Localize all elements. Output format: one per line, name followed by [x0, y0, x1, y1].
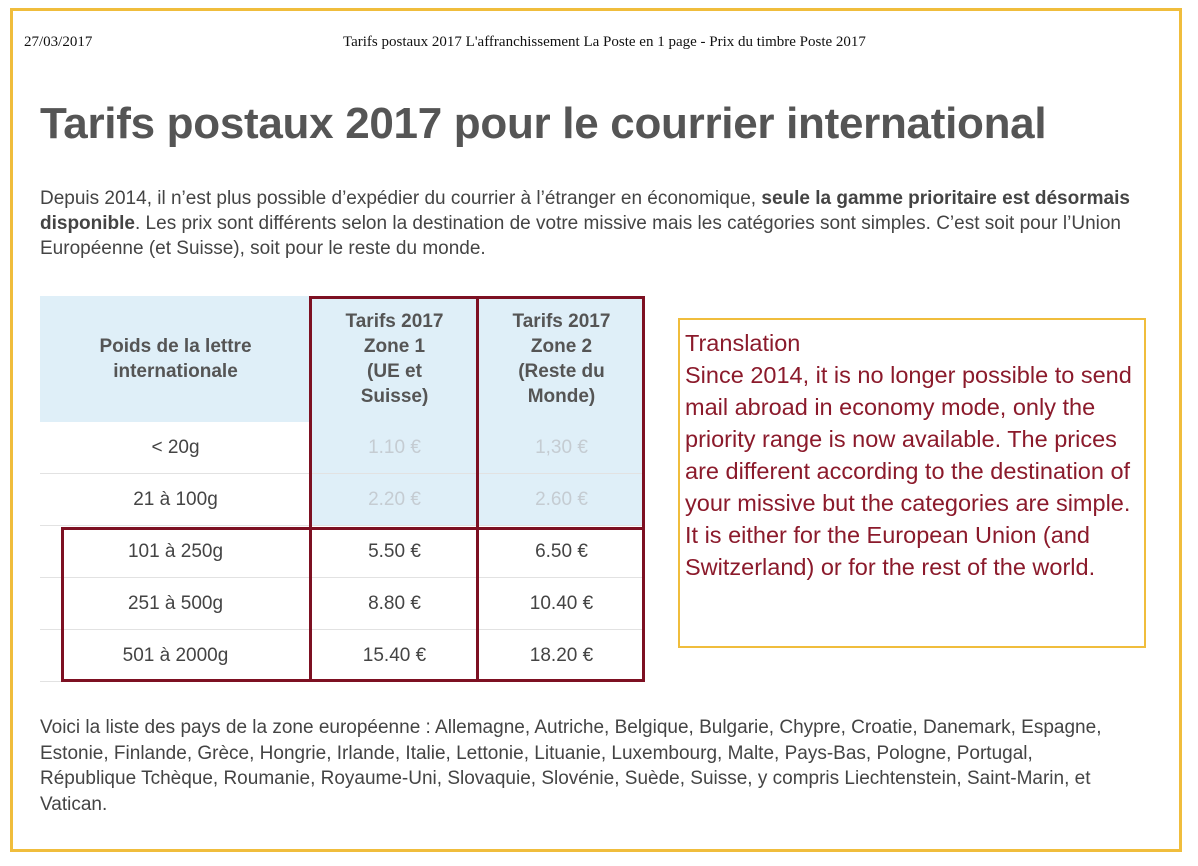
header-zone2-line: Zone 2 [530, 336, 593, 357]
header-weight-line: internationale [113, 361, 238, 382]
countries-paragraph: Voici la liste des pays de la zone européenne : Allemagne, Autriche, Belgique, Bulgarie, Chypre, Croatie, Danemark, Espagne, Estonie, Finlande, Grèce, Hongrie, Irlande, Italie, Lettonie, Lituanie, Luxembourg, Malte, Pays-Bas, Pologne, Portugal, République Tchèque, Roumanie, Royaume-Uni, Slovaquie, Slovénie, Suède, Suisse, y compris Liechtenstein, Saint-Marin, et Vatican. [40, 717, 1102, 815]
zone2-price-cell: 10.40 € [478, 578, 645, 630]
header-zone2-line: (Reste du [518, 361, 605, 382]
weight-cell: 101 à 250g [40, 526, 311, 578]
table-row [40, 474, 645, 526]
translation-box [678, 318, 1146, 648]
header-zone1-line: Tarifs 2017 [345, 311, 444, 332]
weight-cell: 501 à 2000g [40, 630, 311, 682]
print-date: 27/03/2017 [24, 34, 93, 50]
table-header-row [40, 296, 645, 422]
zone2-price-cell: 1,30 € [478, 422, 645, 474]
weight-cell: 21 à 100g [40, 474, 311, 526]
zone2-price-cell: 18.20 € [478, 630, 645, 682]
print-page-title: Tarifs postaux 2017 L'affranchissement La Poste en 1 page - Prix du timbre Poste 2017 [343, 34, 866, 50]
header-zone2-line: Tarifs 2017 [512, 311, 611, 332]
zone1-price-cell: 2.20 € [311, 474, 478, 526]
weight-cell: 251 à 500g [40, 578, 311, 630]
postal-rates-table [40, 296, 645, 682]
zone2-price-cell: 6.50 € [478, 526, 645, 578]
header-weight [40, 296, 311, 422]
header-zone1 [311, 296, 478, 422]
table-row [40, 578, 645, 630]
header-zone2 [478, 296, 645, 422]
translation-text: Since 2014, it is no longer possible to send mail abroad in economy mode, only the priority range is now available. The prices are different according to the destination of your missive but the categories are simple. It is either for the European Union (and Switzerland) or for the rest of the world. [685, 362, 1132, 580]
intro-paragraph [40, 186, 1130, 261]
zone1-price-cell: 8.80 € [311, 578, 478, 630]
weight-cell: < 20g [40, 422, 311, 474]
zone2-price-cell: 2.60 € [478, 474, 645, 526]
header-weight-line: Poids de la lettre [99, 336, 252, 357]
intro-bold-text: seule la gamme prioritaire est désormais disponible [40, 188, 1130, 234]
intro-text-start: Depuis 2014, il n’est plus possible d’expédier du courrier à l’étranger en économique, [40, 188, 762, 209]
article-title: Tarifs postaux 2017 pour le courrier international [40, 99, 1047, 148]
zone1-price-cell: 15.40 € [311, 630, 478, 682]
header-zone1-line: (UE et [367, 361, 422, 382]
table-row [40, 526, 645, 578]
translation-heading: Translation [685, 330, 801, 356]
intro-text-end: . Les prix sont différents selon la destination de votre missive mais les catégories sont simples. C’est soit pour l’Union Européenne (et Suisse), soit pour le reste du monde. [40, 213, 1121, 259]
table-row [40, 630, 645, 682]
table-row [40, 422, 645, 474]
header-zone2-line: Monde) [527, 386, 596, 407]
header-zone1-line: Zone 1 [363, 336, 426, 357]
zone1-price-cell: 5.50 € [311, 526, 478, 578]
zone1-price-cell: 1.10 € [311, 422, 478, 474]
header-zone1-line: Suisse) [360, 386, 429, 407]
